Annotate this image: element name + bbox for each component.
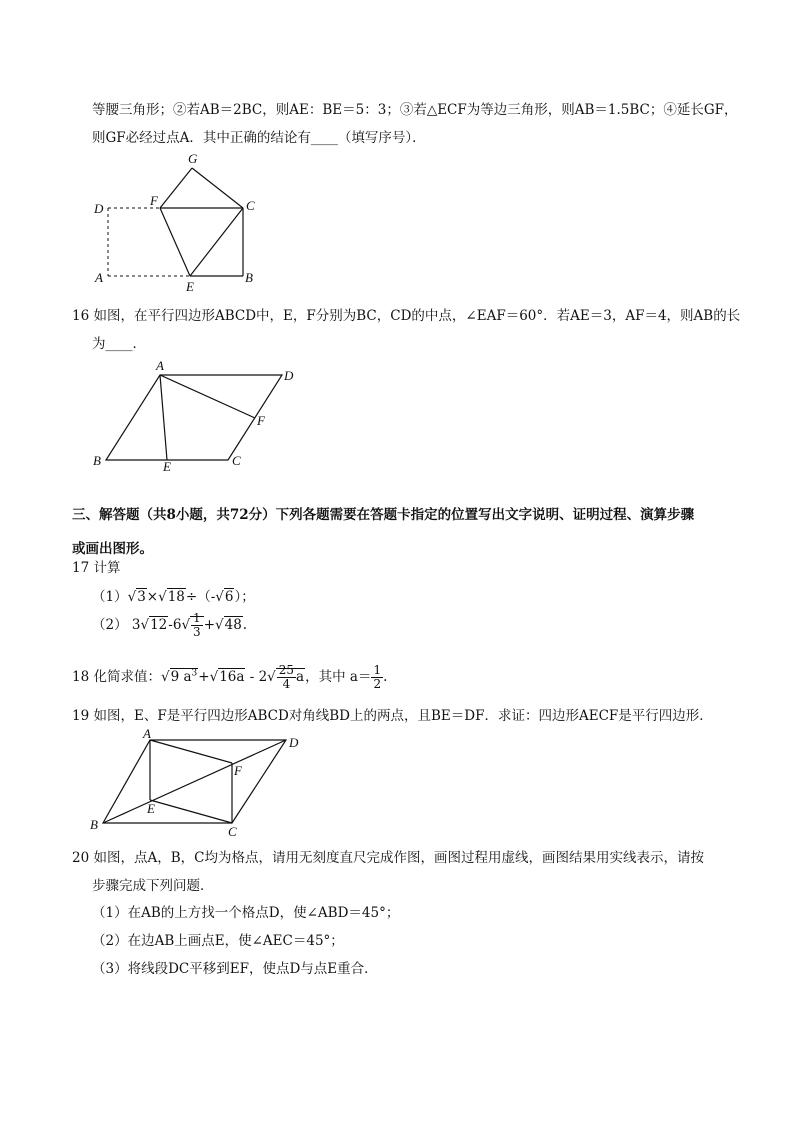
section3-title-line1: 三、解答题（共8小题，共72分）下列各题需要在答题卡指定的位置写出文字说明、证明过程、演算步骤 — [72, 507, 695, 523]
q18-end: . — [383, 669, 388, 685]
q16-text-line2: 为____． — [92, 336, 146, 352]
q16-label-c: C — [232, 453, 241, 468]
q17-p1-div: ÷（ — [185, 589, 211, 605]
q15-label-c: C — [246, 198, 255, 213]
q17-p1-root2: 18 — [167, 589, 185, 605]
q18-value: $\frac{1}{2}$ — [373, 663, 382, 691]
q18-label: 18 化简求值： — [72, 669, 161, 685]
q16-label-d: D — [284, 368, 294, 383]
q16-label-f: F — [257, 413, 265, 428]
q17-p2-frac: $\frac{1}{3}$ — [193, 611, 201, 639]
q18-where: ，其中 a＝ — [305, 669, 372, 685]
q19-label-d: D — [289, 735, 299, 750]
q17-p2-minus: -6 — [168, 617, 182, 633]
q15-text-line1: 等腰三角形；②若AB＝2BC，则AE：BE＝5：3；③若△ECF为等边三角形，则AB＝1.5BC；④延长GF， — [92, 102, 738, 118]
q17-p2-label: （2） — [92, 617, 128, 633]
q17-p1-end: ）； — [234, 589, 255, 605]
q18-line: 18 化简求值：√9 $a^3+√16a - 2√$ $\frac{25}{4}$ a，其中 a＝ $\frac{1}{2}$ . — [72, 663, 388, 691]
q18-root1: 9 a — [170, 669, 192, 685]
q18-minus: - 2 — [245, 669, 268, 685]
q19-label-f: F — [234, 763, 242, 778]
q15-label-d: D — [94, 201, 104, 216]
q17-p1-times: × — [146, 589, 159, 605]
q19-label-a: A — [143, 726, 151, 741]
q16-label-b: B — [93, 453, 101, 468]
q17-p1-neg: - — [210, 589, 216, 605]
q18-frac: $\frac{25}{4}$ — [278, 663, 295, 691]
q17-part2: （2） 3√12-6√ $\frac{1}{3}$ +√48. — [92, 611, 248, 639]
q20-step1: （1）在AB的上方找一个格点D，使∠ABD＝45°； — [92, 905, 400, 921]
q19-label-c: C — [228, 824, 237, 839]
q17-p1-root1: 3 — [137, 589, 146, 605]
q20-text-line2: 步骤完成下列问题． — [92, 878, 214, 894]
q17-p2-end: . — [242, 617, 248, 633]
q17-p1-root3: 6 — [224, 589, 234, 605]
q17-title: 17 计算 — [72, 560, 121, 576]
q20-step3: （3）将线段DC平移到EF，使点D与点E重合． — [92, 961, 378, 977]
q17-p2-root3: 48 — [224, 617, 242, 633]
q15-text-line2: 则GF必经过点A．其中正确的结论有____（填写序号）． — [92, 130, 426, 146]
q15-label-f: F — [150, 193, 158, 208]
q15-label-b: B — [245, 270, 253, 285]
q17-p2-plus: + — [203, 617, 215, 633]
q18-a: a — [296, 669, 305, 685]
q18-plus: + — [198, 669, 210, 685]
q20-step2: （2）在边AB上画点E，使∠AEC＝45°； — [92, 933, 344, 949]
q18-root2: 16a — [219, 669, 245, 685]
q17-p2-root1: 12 — [150, 617, 168, 633]
q17-p1-label: （1） — [92, 589, 128, 605]
section3-title-line2: 或画出图形。 — [72, 541, 153, 557]
q15-label-a: A — [95, 270, 103, 285]
q19-label-e: E — [147, 801, 155, 816]
q19-label-b: B — [90, 817, 98, 832]
q16-label-a: A — [156, 358, 164, 373]
q16-label-e: E — [163, 459, 171, 474]
q20-text-line1: 20 如图，点A，B，C均为格点，请用无刻度直尺完成作图，画图过程用虚线，画图结果用实线表示，请按 — [72, 850, 704, 866]
q15-label-e: E — [186, 279, 194, 294]
q18-root1-exp: 3 — [191, 668, 198, 679]
q15-label-g: G — [188, 151, 198, 166]
q17-p2-coef: 3 — [131, 617, 141, 633]
q19-text: 19 如图，E、F是平行四边形ABCD对角线BD上的两点，且BE＝DF．求证：四边形AECF是平行四边形． — [72, 708, 713, 724]
q16-text-line1: 16 如图，在平行四边形ABCD中，E，F分别为BC，CD的中点，∠EAF＝60°．若AE＝3，AF＝4，则AB的长 — [72, 308, 741, 324]
q17-part1: （1）√3×√18÷（-√6）； — [92, 589, 255, 605]
